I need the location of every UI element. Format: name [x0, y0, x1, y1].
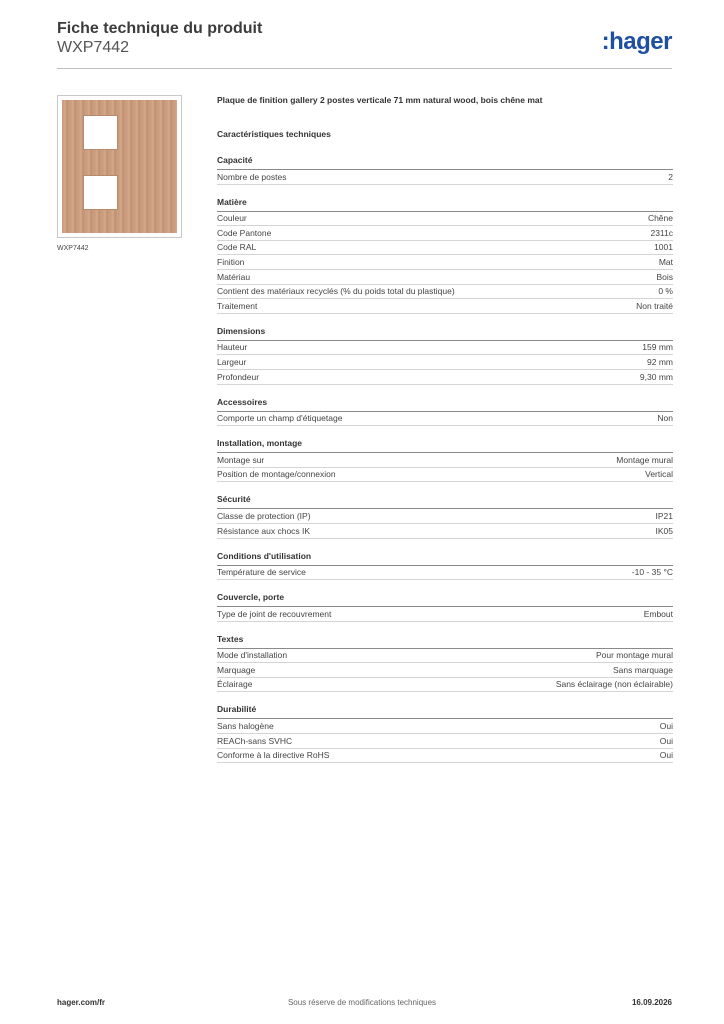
spec-label: Sans halogène — [217, 721, 274, 732]
spec-value: Non traité — [636, 300, 673, 311]
section-title: Matière — [217, 197, 673, 212]
spec-value: Montage mural — [616, 454, 673, 465]
spec-label: Largeur — [217, 356, 247, 367]
spec-row — [217, 719, 673, 734]
spec-value: Sans éclairage (non éclairable) — [555, 679, 673, 690]
spec-value: Oui — [659, 721, 673, 732]
spec-value: Embout — [643, 608, 673, 619]
spec-label: Finition — [217, 256, 245, 267]
spec-label: Matériau — [217, 271, 251, 282]
spec-section — [217, 155, 673, 185]
spec-row — [217, 226, 673, 241]
spec-value: Mat — [658, 256, 673, 267]
product-description: Plaque de finition gallery 2 postes verticale 71 mm natural wood, bois chêne mat — [217, 95, 543, 105]
spec-value: 92 mm — [647, 356, 673, 367]
spec-row — [217, 649, 673, 664]
spec-label: Comporte un champ d'étiquetage — [217, 413, 343, 424]
product-image — [57, 95, 182, 238]
spec-value: 1001 — [654, 242, 673, 253]
logo-colon: : — [601, 28, 610, 55]
plate-opening-top — [83, 115, 118, 150]
spec-value: 0 % — [658, 286, 673, 297]
spec-row — [217, 468, 673, 483]
spec-label: Marquage — [217, 664, 256, 675]
spec-section — [217, 704, 673, 763]
section-title: Dimensions — [217, 326, 673, 341]
spec-row — [217, 566, 673, 581]
logo-text: hager — [609, 28, 672, 55]
spec-label: Profondeur — [217, 371, 260, 382]
section-title: Capacité — [217, 155, 673, 170]
spec-sections — [217, 155, 673, 763]
spec-value: IK05 — [655, 525, 673, 536]
spec-row — [217, 412, 673, 427]
spec-section — [217, 494, 673, 538]
footer-notice: Sous réserve de modifications techniques — [287, 998, 437, 1007]
spec-row — [217, 734, 673, 749]
section-title: Textes — [217, 634, 673, 649]
spec-row — [217, 607, 673, 622]
spec-label: Contient des matériaux recyclés (% du poids total du plastique) — [217, 286, 455, 297]
spec-row — [217, 285, 673, 300]
spec-row — [217, 299, 673, 314]
section-title: Sécurité — [217, 494, 673, 509]
section-title: Installation, montage — [217, 438, 673, 453]
spec-label: Hauteur — [217, 342, 248, 353]
spec-label: Code RAL — [217, 242, 257, 253]
spec-row — [217, 663, 673, 678]
spec-row — [217, 241, 673, 256]
spec-value: 2311c — [650, 227, 673, 238]
section-title: Accessoires — [217, 397, 673, 412]
spec-label: Montage sur — [217, 454, 265, 465]
spec-row — [217, 255, 673, 270]
spec-row — [217, 370, 673, 385]
section-title: Durabilité — [217, 704, 673, 719]
footer-website[interactable]: hager.com/fr — [57, 998, 106, 1007]
spec-value: Non — [657, 413, 673, 424]
spec-row — [217, 212, 673, 227]
spec-label: Température de service — [217, 567, 306, 578]
spec-row — [217, 678, 673, 693]
spec-section — [217, 326, 673, 385]
spec-label: Résistance aux chocs IK — [217, 525, 311, 536]
spec-label: Type de joint de recouvrement — [217, 608, 332, 619]
spec-label: Code Pantone — [217, 227, 272, 238]
spec-label: REACh-sans SVHC — [217, 735, 293, 746]
spec-value: 9,30 mm — [639, 371, 673, 382]
spec-row — [217, 749, 673, 764]
spec-value: 2 — [668, 171, 673, 182]
spec-row — [217, 170, 673, 185]
spec-row — [217, 355, 673, 370]
spec-row — [217, 341, 673, 356]
spec-value: Chêne — [647, 213, 673, 224]
spec-section — [217, 551, 673, 581]
spec-content — [217, 94, 673, 763]
spec-value: Oui — [659, 750, 673, 761]
spec-value: IP21 — [655, 510, 673, 521]
hager-logo — [602, 28, 672, 56]
spec-label: Mode d'installation — [217, 650, 288, 661]
spec-value: Oui — [659, 735, 673, 746]
header-divider — [57, 68, 672, 69]
spec-label: Position de montage/connexion — [217, 469, 336, 480]
spec-label: Éclairage — [217, 679, 253, 690]
spec-row — [217, 524, 673, 539]
spec-label: Traitement — [217, 300, 258, 311]
spec-section — [217, 592, 673, 622]
spec-value: -10 - 35 °C — [631, 567, 673, 578]
page-title: Fiche technique du produit — [57, 20, 263, 37]
spec-section — [217, 634, 673, 693]
spec-label: Couleur — [217, 213, 247, 224]
image-caption: WXP7442 — [57, 245, 89, 252]
spec-row — [217, 453, 673, 468]
spec-row — [217, 509, 673, 524]
spec-label: Conforme à la directive RoHS — [217, 750, 330, 761]
wood-plate — [62, 100, 177, 233]
spec-section — [217, 197, 673, 314]
spec-section — [217, 397, 673, 427]
characteristics-heading: Caractéristiques techniques — [217, 129, 331, 139]
section-title: Conditions d'utilisation — [217, 551, 673, 566]
spec-value: Pour montage mural — [595, 650, 673, 661]
spec-row — [217, 270, 673, 285]
spec-label: Nombre de postes — [217, 171, 287, 182]
spec-label: Classe de protection (IP) — [217, 510, 311, 521]
footer-date: 16.09.2026 — [631, 998, 672, 1007]
plate-opening-bottom — [83, 175, 118, 210]
spec-section — [217, 438, 673, 482]
product-reference: WXP7442 — [57, 39, 130, 56]
spec-value: Sans marquage — [612, 664, 673, 675]
spec-value: Bois — [656, 271, 673, 282]
spec-value: 159 mm — [642, 342, 673, 353]
section-title: Couvercle, porte — [217, 592, 673, 607]
spec-value: Vertical — [645, 469, 673, 480]
